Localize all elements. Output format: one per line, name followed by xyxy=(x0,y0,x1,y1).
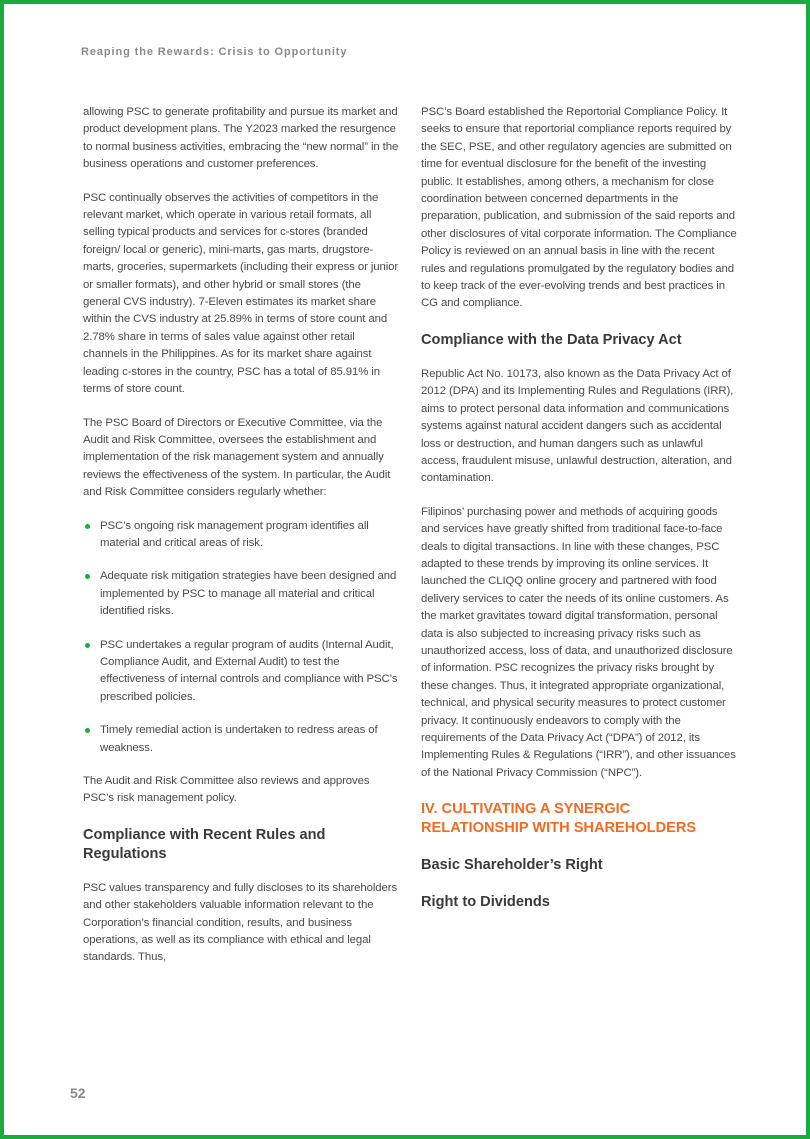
subheading-dividends: Right to Dividends xyxy=(421,894,550,911)
bullet-dot-icon xyxy=(85,728,90,733)
bullet-item xyxy=(83,637,401,707)
risk-committee-bullet-list xyxy=(83,518,401,757)
bullet-text: PSC’s ongoing risk management program identifies all material and critical areas of risk. xyxy=(100,519,369,549)
bullet-text: PSC undertakes a regular program of audits (Internal Audit, Compliance Audit, and External Audit) to test the effectiveness of internal controls and compliance with PSC’s prescribed policies. xyxy=(100,638,398,703)
section-heading-rules: Compliance with Recent Rules and Regulations xyxy=(83,826,326,862)
paragraph: allowing PSC to generate profitability and pursue its market and product development plans. The Y2023 marked the resurgence to normal business activities, embracing the “new normal” in the business operations and customer preferences. xyxy=(83,106,399,171)
page-number: 52 xyxy=(70,1085,86,1101)
left-column xyxy=(83,104,401,983)
bullet-dot-icon xyxy=(85,643,90,648)
paragraph: Filipinos’ purchasing power and methods of acquiring goods and services have greatly shifted from traditional face-to-face deals to digital transactions. In line with these changes, PSC adapted to these trends by improving its online services. It launched the CLIQQ online grocery and partnered with food delivery services to cater the needs of its online customers. As the market gravitates toward digital transformation, personal data is also subjected to increasing privacy risks such as unauthorized access, loss of data, and unauthorized disclosure of information. PSC recognizes the privacy risks brought by these changes. Thus, it integrated appropriate organizational, technical, and physical security measures to protect customer privacy. It continuously endeavors to comply with the requirements of the Data Privacy Act (“DPA”) of 2012, its Implementing Rules & Regulations (“IRR”), and other issuances of the National Privacy Commission (“NPC”). xyxy=(421,505,736,779)
section-heading-privacy: Compliance with the Data Privacy Act xyxy=(421,331,682,348)
paragraph: PSC continually observes the activities of competitors in the relevant market, which operate in various retail formats, all selling typical products and services for c-stores (branded foreign/ local or generic), mini-marts, gas marts, drugstore-marts, groceries, supermarkets (including their express or junior or smaller formats), and other hybrid or small stores (the general CVS industry). 7-Eleven estimates its market share within the CVS industry at 25.89% in terms of store count and 2.78% share in terms of sales value against other retail channels in the Philippines. As for its market share against leading c-stores in the country, PSC has a total of 85.91% in terms of store count. xyxy=(83,191,399,396)
bullet-text: Timely remedial action is undertaken to redress areas of weakness. xyxy=(100,724,378,754)
paragraph: Republic Act No. 10173, also known as the Data Privacy Act of 2012 (DPA) and its Implementing Rules and Regulations (IRR), aims to protect personal data information and communications systems against natural accident dangers such as accidental loss or destruction, and human dangers such as unlawful access, fraudulent misuse, unlawful destruction, alteration, and contamination. xyxy=(421,367,734,485)
bullet-item xyxy=(83,568,401,620)
right-column xyxy=(421,104,737,928)
paragraph: PSC’s Board established the Reportorial Compliance Policy. It seeks to ensure that reportorial compliance reports required by the SEC, PSE, and other regulatory agencies are submitted on time for eventual disclosure for the benefit of the investing public. It establishes, among others, a mechanism for close coordination between concerned departments in the preparation, publication, and submission of the said reports and other disclosures of vital corporate information. The Compliance Policy is reviewed on an annual basis in line with the recent rules and regulations promulgated by the regulatory bodies and to keep track of the ever-evolving trends and best practices in CG and compliance. xyxy=(421,106,737,310)
bullet-dot-icon xyxy=(85,574,90,579)
paragraph: PSC values transparency and fully discloses to its shareholders and other stakeholders valuable information relevant to the Corporation’s financial condition, results, and business operations, as well as its compliance with ethical and legal standards. Thus, xyxy=(83,881,398,964)
subheading-basic-rights: Basic Shareholder’s Right xyxy=(421,857,603,874)
paragraph: The Audit and Risk Committee also reviews and approves PSC’s risk management policy. xyxy=(83,775,370,805)
paragraph: The PSC Board of Directors or Executive Committee, via the Audit and Risk Committee, oversees the establishment and implementation of the risk management system and annually reviews the effectiveness of the system. In particular, the Audit and Risk Committee considers regularly whether: xyxy=(83,416,391,499)
bullet-item xyxy=(83,722,401,757)
section-heading-shareholders: IV. CULTIVATING A SYNERGIC RELATIONSHIP WITH SHAREHOLDERS xyxy=(421,801,697,837)
bullet-text: Adequate risk mitigation strategies have been designed and implemented by PSC to manage all material and critical identified risks. xyxy=(100,570,397,618)
bullet-dot-icon xyxy=(85,524,90,529)
bullet-item xyxy=(83,518,401,553)
running-header: Reaping the Rewards: Crisis to Opportunity xyxy=(81,46,348,58)
